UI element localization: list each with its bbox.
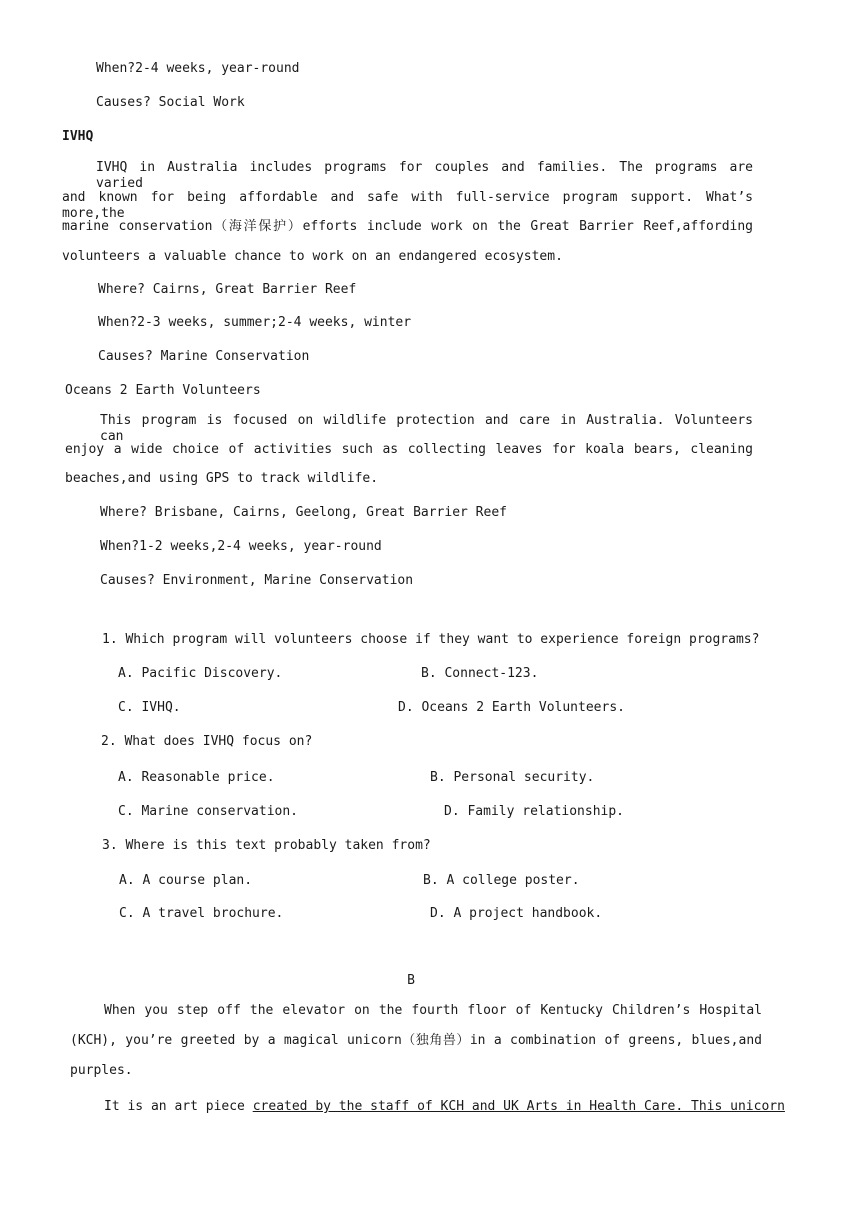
question-1-option-c: C. IVHQ. [118, 700, 181, 715]
ivhq-where: Where? Cairns, Great Barrier Reef [98, 282, 357, 297]
section-b-para2-line-1 [104, 1099, 785, 1115]
ivhq-when: When?2-3 weeks, summer;2-4 weeks, winter [98, 315, 412, 330]
para2-underlined-text: created by the staff of KCH and UK Arts in Health Care. This unicorn [252, 1099, 785, 1114]
question-3-option-b: B. A college poster. [423, 873, 580, 888]
section-b-para-line-3: purples. [70, 1063, 133, 1078]
o2e-where: Where? Brisbane, Cairns, Geelong, Great Barrier Reef [100, 505, 507, 520]
ivhq-para-line-1: IVHQ in Australia includes programs for couples and families. The programs are varied [96, 160, 753, 191]
question-3-option-d: D. A project handbook. [430, 906, 603, 921]
o2e-para-line-2: enjoy a wide choice of activities such as collecting leaves for koala bears, cleaning [65, 442, 753, 457]
o2e-causes: Causes? Environment, Marine Conservation [100, 573, 414, 588]
para2-prefix: It is an art piece [104, 1099, 253, 1114]
question-1-option-b: B. Connect-123. [421, 666, 539, 681]
when-line: When?2-4 weeks, year-round [96, 61, 300, 76]
ivhq-para-line-3: marine conservation（海洋保护）efforts include work on the Great Barrier Reef,affording [62, 219, 753, 234]
question-1-stem: 1. Which program will volunteers choose if they want to experience foreign programs? [102, 632, 760, 647]
o2e-para-line-1: This program is focused on wildlife protection and care in Australia. Volunteers can [100, 413, 753, 444]
question-2-option-c: C. Marine conservation. [118, 804, 299, 819]
question-2-stem: 2. What does IVHQ focus on? [101, 734, 313, 749]
ivhq-para-line-4: volunteers a valuable chance to work on an endangered ecosystem. [62, 249, 563, 264]
section-b-para-line-1: When you step off the elevator on the fourth floor of Kentucky Children’s Hospital [104, 1003, 762, 1018]
ivhq-para-line-2: and known for being affordable and safe with full-service program support. What’s more,the [62, 190, 753, 221]
ivhq-causes: Causes? Marine Conservation [98, 349, 310, 364]
question-3-option-a: A. A course plan. [119, 873, 253, 888]
question-1-option-d: D. Oceans 2 Earth Volunteers. [398, 700, 625, 715]
question-2-option-a: A. Reasonable price. [118, 770, 275, 785]
question-1-option-a: A. Pacific Discovery. [118, 666, 283, 681]
o2e-heading: Oceans 2 Earth Volunteers [65, 383, 261, 398]
causes-line: Causes? Social Work [96, 95, 245, 110]
question-3-option-c: C. A travel brochure. [119, 906, 284, 921]
o2e-para-line-3: beaches,and using GPS to track wildlife. [65, 471, 379, 486]
section-b-para-line-2: (KCH), you’re greeted by a magical unicorn（独角兽）in a combination of greens, blues,and [70, 1033, 762, 1048]
section-b-label: B [407, 973, 415, 988]
question-3-stem: 3. Where is this text probably taken from? [102, 838, 431, 853]
question-2-option-d: D. Family relationship. [444, 804, 625, 819]
o2e-when: When?1-2 weeks,2-4 weeks, year-round [100, 539, 382, 554]
question-2-option-b: B. Personal security. [430, 770, 595, 785]
ivhq-heading: IVHQ [62, 129, 94, 144]
